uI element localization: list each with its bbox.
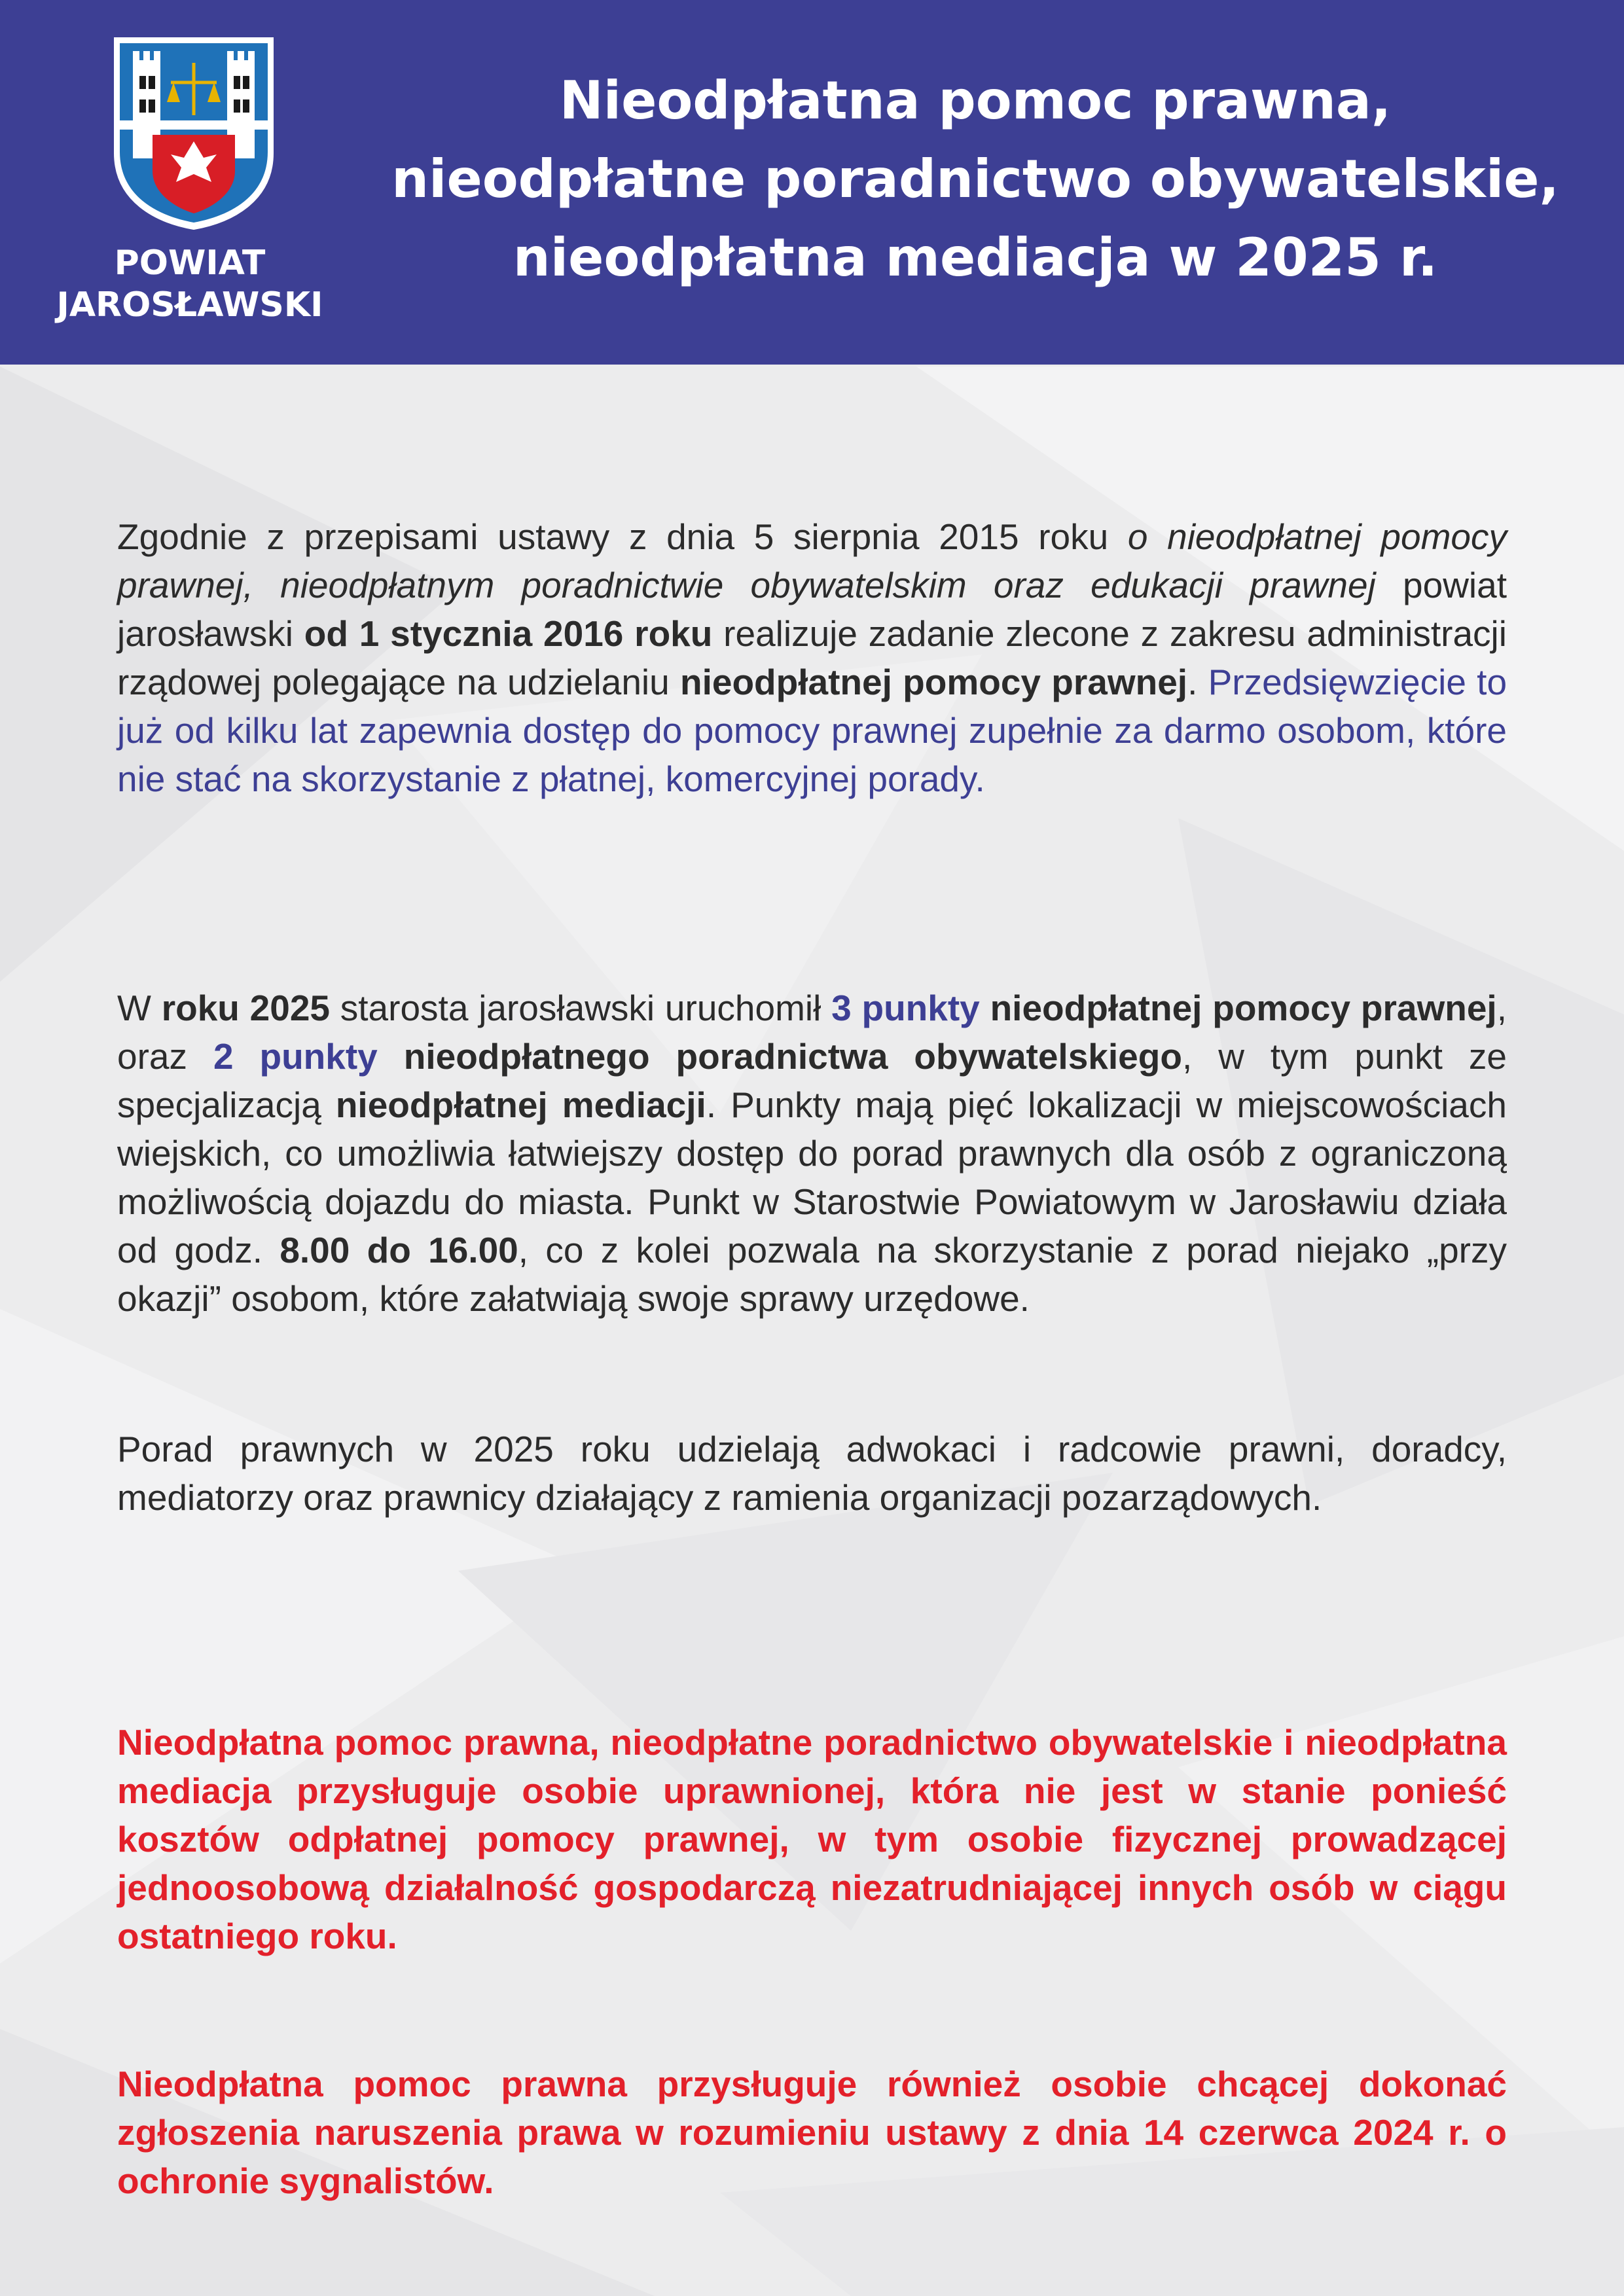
text-run: , co z kolei pozwala na skorzystanie z porad niejako „przy okazji” osobom, które załatwiają swoje sprawy urzędowe. xyxy=(117,1230,1507,1319)
text-run xyxy=(378,1036,404,1077)
coat-of-arms-icon xyxy=(113,37,274,230)
opening-hours: 8.00 do 16.00 xyxy=(280,1230,518,1270)
emphasis: roku 2025 xyxy=(161,988,330,1028)
text-run: . Punkty mają pięć lokalizacji w miejscowościach wiejskich, co umożliwia łatwiejszy dostęp do porad prawnych dla osób z ograniczoną możliwością dojazdu do miasta. Punkt w Starostwie Powiatowym w Jarosławiu działa od godz. xyxy=(117,1085,1507,1270)
text-run: . xyxy=(1187,662,1208,702)
title-line: nieodpłatna mediacja w 2025 r. xyxy=(513,227,1438,288)
title-line: nieodpłatne poradnictwo obywatelskie, xyxy=(391,149,1559,209)
text-run xyxy=(980,988,990,1028)
powiat-name-line: POWIAT xyxy=(114,243,266,283)
powiat-name-line: JAROSŁAWSKI xyxy=(56,285,323,325)
points-count: 2 punkty xyxy=(213,1036,378,1077)
text-run: powiat jarosławski xyxy=(117,565,1507,654)
emphasis: nieodpłatnego poradnictwa obywatelskiego xyxy=(403,1036,1182,1077)
text-run: Zgodnie z przepisami ustawy z dnia 5 sierpnia 2015 roku xyxy=(117,516,1128,557)
text-run: starosta jarosławski uruchomił xyxy=(330,988,832,1028)
text-run: realizuje zadanie zlecone z zakresu administracji rządowej polegające na udzielaniu xyxy=(117,613,1507,702)
emphasis: nieodpłatnej mediacji xyxy=(335,1085,706,1125)
header-banner xyxy=(0,0,1624,365)
whistleblower-paragraph: Nieodpłatna pomoc prawna przysługuje również osobie chcącej dokonać zgłoszenia naruszenia prawa w rozumieniu ustawy z dnia 14 czerwca 2024 r. o ochronie sygnalistów. xyxy=(117,2064,1507,2201)
advisors-paragraph: Porad prawnych w 2025 roku udzielają adwokaci i radcowie prawni, doradcy, mediatorzy oraz prawnicy działający z ramienia organizacji pozarządowych. xyxy=(117,1429,1507,1518)
emphasis: nieodpłatnej pomocy prawnej xyxy=(990,988,1497,1028)
emphasis: nieodpłatnej pomocy prawnej xyxy=(679,662,1188,702)
points-count: 3 punkty xyxy=(831,988,980,1028)
page-title xyxy=(327,62,1623,297)
points-paragraph xyxy=(117,984,1507,1323)
title-line: Nieodpłatna pomoc prawna, xyxy=(559,70,1392,131)
powiat-name xyxy=(26,242,353,326)
intro-paragraph xyxy=(117,512,1507,803)
text-run: , w tym punkt ze specjalizacją xyxy=(117,1036,1507,1125)
start-date: od 1 stycznia 2016 roku xyxy=(304,613,713,654)
eligibility-paragraph: Nieodpłatna pomoc prawna, nieodpłatne poradnictwo obywatelskie i nieodpłatna mediacja przysługuje osobie uprawnionej, która nie jest w stanie ponieść kosztów odpłatnej pomocy prawnej, w tym osobie fizycznej prowadzącej jednoosobową działalność gospodarczą niezatrudniającej innych osób w ciągu ostatniego roku. xyxy=(117,1722,1507,1956)
text-run: W xyxy=(117,988,162,1028)
law-title: o nieodpłatnej pomocy prawnej, nieodpłatnym poradnictwie obywatelskim oraz edukacji prawnej xyxy=(117,516,1507,605)
highlight-text: Przedsięwzięcie to już od kilku lat zapewnia dostęp do pomocy prawnej zupełnie za darmo osobom, które nie stać na skorzystanie z płatnej, komercyjnej porady. xyxy=(117,662,1507,799)
text-run: , oraz xyxy=(117,988,1507,1077)
